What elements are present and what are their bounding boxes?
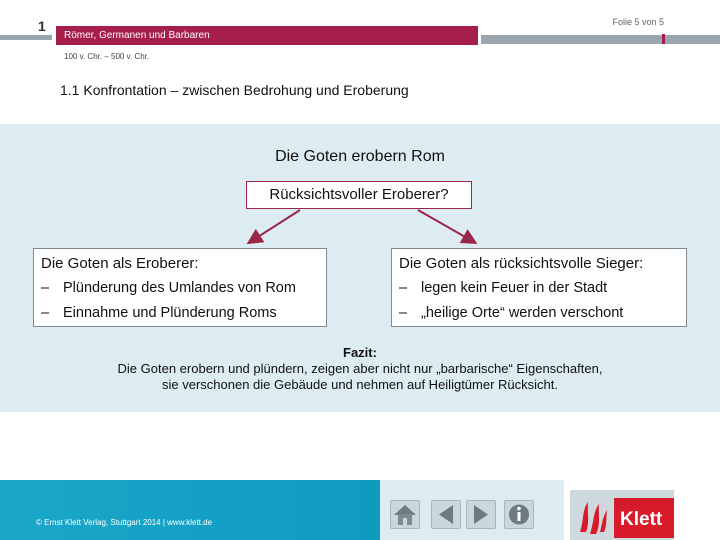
header-accent-mark xyxy=(662,34,665,44)
next-slide-button[interactable] xyxy=(466,500,496,529)
chapter-subtitle: 100 v. Chr. – 500 v. Chr. xyxy=(64,52,150,61)
conclusion-line-2: sie verschonen die Gebäude und nehmen auf Heiligtümer Rücksicht. xyxy=(161,377,558,392)
main-title: Die Goten erobern Rom xyxy=(275,148,445,165)
info-button[interactable] xyxy=(504,500,534,529)
info-icon xyxy=(505,501,533,528)
conclusion-line-1: Die Goten erobern und plündern, zeigen aber nicht nur „barbarische“ Eigenschaften, xyxy=(117,361,603,376)
title-bar xyxy=(56,26,478,45)
home-icon xyxy=(391,501,419,528)
header-right-divider xyxy=(481,35,720,44)
section-heading: 1.1 Konfrontation – zwischen Bedrohung und Eroberung xyxy=(60,82,409,98)
list-item: – Einnahme und Plünderung Roms xyxy=(41,305,277,321)
logo-text: Klett xyxy=(620,509,663,530)
bullet-dash: – xyxy=(41,305,50,321)
bullet-dash: – xyxy=(41,280,50,296)
victor-box xyxy=(391,248,687,327)
conclusion xyxy=(0,345,720,393)
footer-bar xyxy=(0,480,380,540)
slide-counter: Folie 5 von 5 xyxy=(612,17,664,27)
conqueror-heading: Die Goten als Eroberer: xyxy=(41,255,199,272)
bullet-dash: – xyxy=(399,280,408,296)
previous-icon xyxy=(432,501,460,528)
next-icon xyxy=(467,501,495,528)
list-item: – Plünderung des Umlandes von Rom xyxy=(41,280,296,296)
previous-slide-button[interactable] xyxy=(431,500,461,529)
victor-heading: Die Goten als rücksichtsvolle Sieger: xyxy=(399,255,644,272)
chapter-title: Römer, Germanen und Barbaren xyxy=(64,30,210,41)
list-item: – „heilige Orte“ werden verschont xyxy=(399,305,624,321)
conclusion-label: Fazit: xyxy=(343,345,377,360)
list-item: – legen kein Feuer in der Stadt xyxy=(399,280,608,296)
chapter-number: 1 xyxy=(38,18,46,34)
question-box: Rücksichtsvoller Eroberer? xyxy=(246,181,472,209)
klett-emblem-icon xyxy=(574,496,612,538)
copyright: © Ernst Klett Verlag, Stuttgart 2014 | www.klett.de xyxy=(36,518,213,527)
bullet-dash: – xyxy=(399,305,408,321)
header-left-divider xyxy=(0,35,52,40)
conqueror-box xyxy=(33,248,327,327)
home-button[interactable] xyxy=(390,500,420,529)
